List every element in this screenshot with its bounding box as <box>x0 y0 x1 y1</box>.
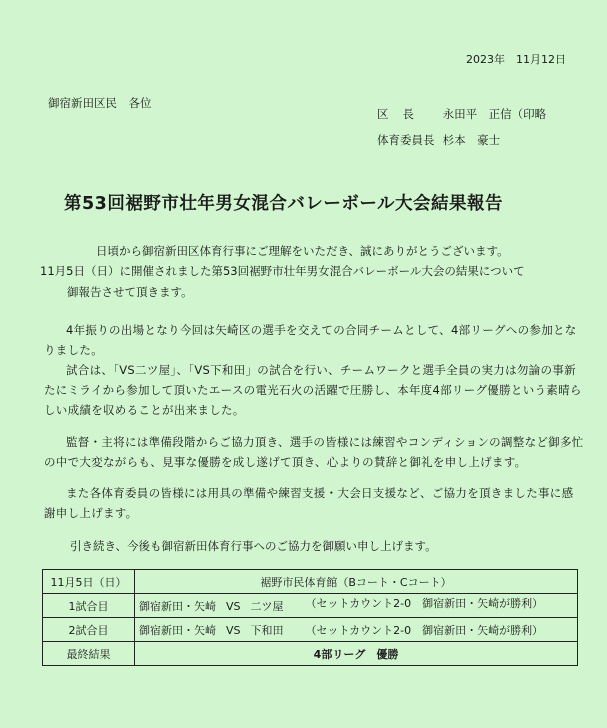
paragraph-participation-2 <box>44 360 584 420</box>
match-2-detail <box>135 618 578 642</box>
letter-date: 2023年 11月12日 <box>466 53 566 66</box>
table-row <box>43 618 578 642</box>
paragraph-thanks-team <box>44 432 584 472</box>
paragraph-participation-1 <box>44 320 584 360</box>
final-result-label: 最終結果 <box>43 642 135 666</box>
sender-sports-name: 杉本 豪士 <box>442 133 501 147</box>
results-venue: 裾野市民体育館（Bコート・Cコート） <box>135 570 578 594</box>
matches-text: 試合は、「VS二ツ屋」、「VS下和田」の試合を行い、チームワークと選手全員の実力は勿論の事新たにミライから参加して頂いたエースの電光石火の活躍で圧勝し、本年度4部リーグ優勝という素晴らしい成績を収めることが出来ました。 <box>44 363 582 417</box>
table-row <box>43 642 578 666</box>
paragraph-participation <box>44 320 584 420</box>
match-2-team: 御宿新田・矢崎 <box>139 623 216 637</box>
match-1-label: 1試合目 <box>43 594 135 618</box>
match-1-count: （セットカウント2-0 御宿新田・矢崎が勝利） <box>305 596 544 610</box>
sender-chief-name: 永田平 正信（印略 <box>442 107 547 121</box>
paragraph-thanks-committee <box>44 483 584 523</box>
participation-text: 4年振りの出場となり今回は矢崎区の選手を交えての合同チームとして、4部リーグへの参加となりました。 <box>44 323 577 357</box>
sender-sports-committee <box>377 132 500 148</box>
match-1-vs: VS <box>226 599 241 613</box>
match-2-label: 2試合目 <box>43 618 135 642</box>
match-1-opponent: 二ツ屋 <box>250 599 284 613</box>
final-result-value: 4部リーグ 優勝 <box>135 642 578 666</box>
match-2-vs: VS <box>226 623 241 637</box>
match-1-detail <box>135 594 578 618</box>
match-2-count: （セットカウント2-0 御宿新田・矢崎が勝利） <box>305 623 544 637</box>
sender-sports-role: 体育委員長 <box>377 133 435 147</box>
table-row <box>43 594 578 618</box>
results-table <box>42 569 578 666</box>
table-row <box>43 570 578 594</box>
sender-chief-role: 区長 <box>377 107 428 121</box>
greeting-line-1: 日頃から御宿新田区体育行事にご理解をいただき、誠にありがとうございます。 <box>96 244 509 258</box>
thanks-team-text: 監督・主将には準備段階からご協力頂き、選手の皆様には練習やコンディションの調整など御多忙の中で大変ながらも、見事な優勝を成し遂げて頂き、心よりの賛辞と御礼を申し上げます。 <box>44 435 584 469</box>
match-2-opponent: 下和田 <box>250 623 284 637</box>
results-date: 11月5日（日） <box>43 570 135 594</box>
document-title: 第53回裾野市壮年男女混合バレーボール大会結果報告 <box>64 194 504 214</box>
match-1-team: 御宿新田・矢崎 <box>139 599 216 613</box>
closing-line: 引き続き、今後も御宿新田体育行事へのご協力を御願い申し上げます。 <box>70 539 437 553</box>
greeting-line-2: 11月5日（日）に開催されました第53回裾野市壮年男女混合バレーボール大会の結果について <box>40 264 525 278</box>
thanks-committee-text: また各体育委員の皆様には用具の準備や練習支援・大会日支援など、ご協力を頂きました事に感謝申し上げます。 <box>44 486 574 520</box>
addressee: 御宿新田区民 各位 <box>48 96 152 110</box>
greeting-line-3: 御報告させて頂きます。 <box>67 285 193 299</box>
sender-chief <box>377 106 546 122</box>
